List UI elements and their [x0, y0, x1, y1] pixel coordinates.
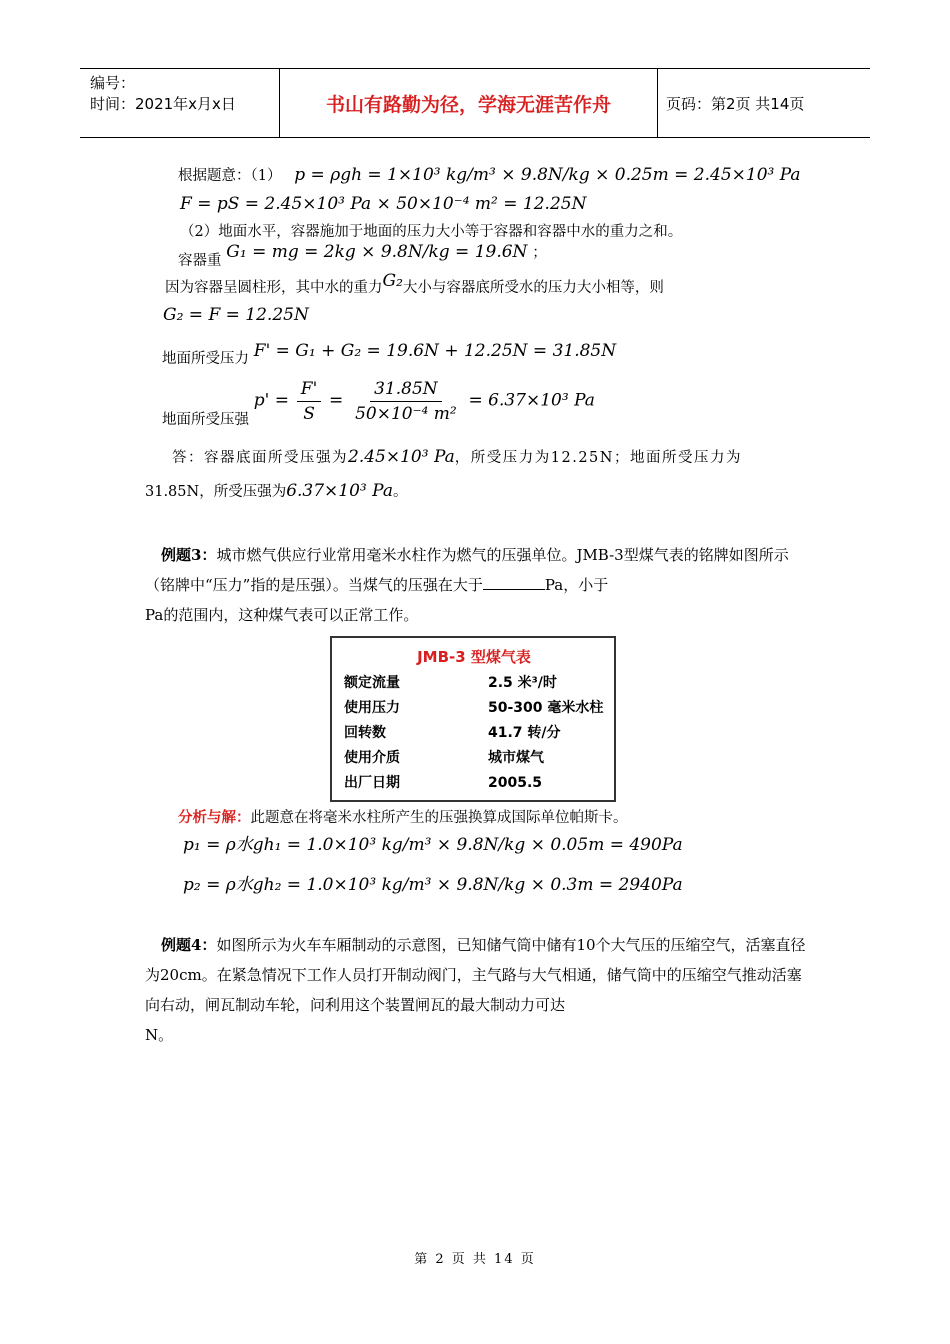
nameplate-title: JMB-3 型煤气表: [417, 648, 531, 666]
example3-paragraph: [145, 540, 813, 630]
nameplate-row: 额定流量 2.5 米³/时: [344, 675, 557, 691]
fraction-1-numerator: F': [297, 378, 321, 402]
header-motto: 书山有路勤为径，学海无涯苦作舟: [280, 69, 658, 137]
equation-ground-force: F' = G₁ + G₂ = 19.6N + 12.25N = 31.85N: [253, 341, 617, 361]
solution-line-g2: [163, 305, 309, 325]
example4-text-end: N。: [145, 1026, 174, 1044]
analysis-text: 此题意在将毫米水柱所产生的压强换算成国际单位帕斯卡。: [250, 810, 628, 826]
solution-line-g1: [178, 241, 547, 269]
solution-line-2: [180, 194, 586, 214]
equation-p2: p₂ = ρ水gh₂ = 1.0×10³ kg/m³ × 9.8N/kg × 0.3m = 2940Pa: [183, 875, 683, 895]
equation-p2-line: [183, 870, 683, 895]
solution-intro: 根据题意：（1）: [178, 168, 282, 184]
answer-line-1: [172, 446, 742, 467]
nameplate-row: 使用压力 50-300 毫米水柱: [344, 700, 604, 716]
example3-blank-1[interactable]: [483, 575, 545, 590]
equation-p1: p₁ = ρ水gh₁ = 1.0×10³ kg/m³ × 9.8N/kg × 0.05m = 490Pa: [183, 835, 683, 855]
number-label: 编号：: [90, 74, 136, 92]
gas-meter-nameplate: [330, 636, 616, 802]
container-label: 容器重: [178, 253, 222, 269]
fraction-1-denominator: S: [303, 404, 315, 424]
ground-force-label: 地面所受压力: [162, 351, 249, 367]
analysis-line: [178, 806, 628, 827]
fraction-values: [351, 378, 461, 425]
example3-text-b: Pa，小于: [544, 576, 609, 594]
example3-label: 例题3：: [161, 546, 217, 564]
nameplate-row: 回转数 41.7 转/分: [344, 725, 561, 741]
answer-text-d: 。: [392, 484, 408, 500]
answer-text-b: ，所受压力为12.25N；地面所受压力为: [454, 450, 742, 466]
equation-g2: G₂ = F = 12.25N: [163, 305, 309, 325]
equation-p1-line: [183, 830, 683, 855]
solution-cylinder: [165, 271, 664, 297]
cylinder-g2: G₂: [382, 271, 403, 291]
answer-line-2: [145, 480, 407, 501]
equation-g1-tail: ；: [532, 245, 547, 261]
header-meta: [80, 69, 280, 137]
analysis-label: 分析与解：: [178, 809, 251, 826]
fraction-2-numerator: 31.85N: [370, 378, 442, 402]
example4-paragraph: [145, 930, 813, 1050]
example4-label: 例题4：: [161, 936, 217, 954]
answer-text-a: 答：容器底面所受压强为: [172, 450, 348, 466]
equation-pressure: p = ρgh = 1×10³ kg/m³ × 9.8N/kg × 0.25m = 2.45×10³ Pa: [294, 165, 801, 185]
solution-line-ground-pressure: 地面所受压强 p' = $\frac{F'}{S}$ = $\frac{31.85N}{\text{50×10⁻⁴ m²}}$ = 6.37×10³ Pa: [162, 379, 595, 428]
nameplate-row: 使用介质 城市煤气: [344, 750, 544, 766]
ground-pressure-label: 地面所受压强: [162, 411, 249, 428]
cylinder-text-b: 大小与容器底所受水的压力大小相等，则: [402, 280, 664, 296]
equation-force: F = pS = 2.45×10³ Pa × 50×10⁻⁴ m² = 12.25N: [180, 194, 587, 214]
fraction-2-denominator: 50×10⁻⁴ m²: [355, 404, 457, 424]
answer-value-2: 6.37×10³ Pa: [286, 481, 393, 501]
answer-value-1: 2.45×10³ Pa: [348, 447, 455, 467]
page-footer: 第 2 页 共 14 页: [414, 1252, 536, 1267]
solution-line-1: [178, 164, 801, 185]
header-page-info: 页码：第2页 共14页: [666, 94, 805, 113]
example3-text-a: 城市燃气供应行业常用毫米水柱作为燃气的压强单位。JMB-3型煤气表的铭牌如图所示（铭牌中“压力”指的是压强）。当煤气的压强在大于: [145, 546, 789, 594]
solution-step2: （2）地面水平，容器施加于地面的压力大小等于容器和容器中水的重力之和。: [180, 224, 683, 240]
example4-text: 如图所示为火车车厢制动的示意图，已知储气筒中储有10个大气压的压缩空气，活塞直径为20cm。在紧急情况下工作人员打开制动阀门，主气路与大气相通，储气筒中的压缩空气推动活塞向右动，闸瓦制动车轮，问利用这个装置闸瓦的最大制动力可达: [145, 936, 806, 1014]
nameplate-row: 出厂日期 2005.5: [344, 775, 543, 791]
time-label: 时间：2021年x月x日: [90, 95, 236, 113]
equation-p-result: = 6.37×10³ Pa: [468, 390, 595, 411]
page-header: [80, 68, 870, 138]
answer-text-c: 31.85N，所受压强为: [145, 484, 287, 500]
solution-line-ground-force: [162, 340, 617, 367]
cylinder-text-a: 因为容器呈圆柱形，其中水的重力: [165, 280, 383, 296]
equation-p-lhs: p' =: [253, 390, 289, 411]
example3-text-c: Pa的范围内，这种煤气表可以正常工作。: [145, 606, 419, 624]
fraction-force-area: [297, 378, 321, 425]
equation-g1: G₁ = mg = 2kg × 9.8N/kg = 19.6N: [226, 242, 528, 262]
